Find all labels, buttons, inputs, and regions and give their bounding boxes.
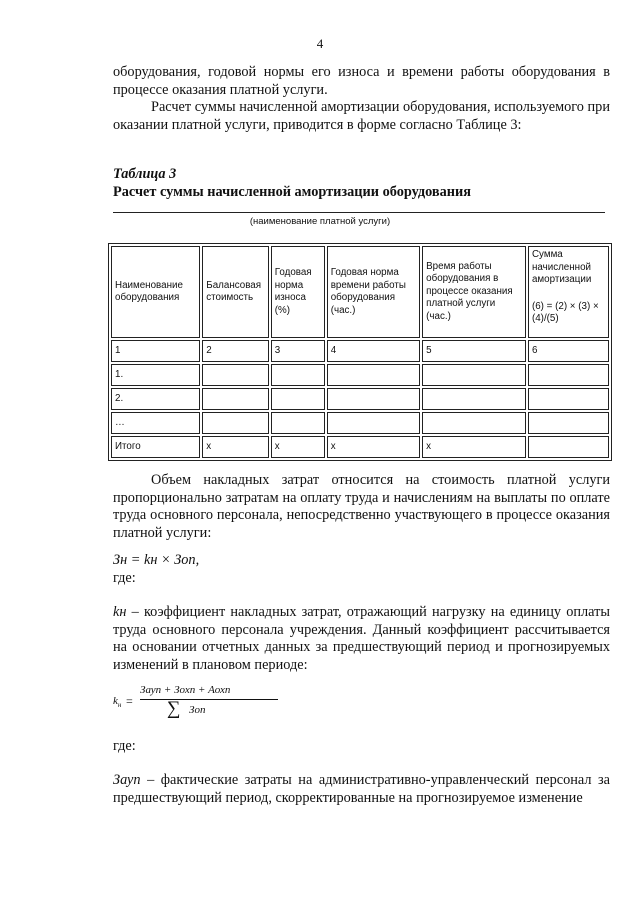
table-cell: … — [111, 412, 200, 434]
kn-formula-lhs-symbol: k — [113, 695, 118, 707]
table-cell — [202, 412, 268, 434]
table-row — [111, 340, 609, 362]
header-cell-wear-rate: Годовая норма износа (%) — [271, 246, 325, 338]
table-cell — [202, 364, 268, 386]
kn-formula-equals: = — [126, 694, 133, 708]
table-cell — [271, 388, 325, 410]
table-row — [111, 412, 609, 434]
table-cell: x — [202, 436, 268, 458]
zaup-definition-text: – фактические затраты на административно-управленческий персонал за предшествующий период, скорректированные на прогнозируемое изменение — [113, 772, 610, 806]
table-label: Таблица 3 — [113, 166, 177, 182]
page-number: 4 — [316, 36, 324, 51]
where-label-2: где: — [113, 738, 136, 754]
table-cell — [528, 388, 609, 410]
intro-paragraph-2: Расчет суммы начисленной амортизации оборудования, используемого при оказании платной услуги, приводится в форме согласно Таблице 3: — [113, 99, 610, 133]
overhead-paragraph: Объем накладных затрат относится на стоимость платной услуги пропорционально затратам на оплату труда и начислениям на выплаты по оплате труда основного персонала, непосредственно участвующего в процессе оказания платной услуги: — [113, 472, 610, 541]
amortization-table — [108, 243, 612, 461]
table-cell: x — [327, 436, 420, 458]
table-row — [111, 364, 609, 386]
kn-definition — [113, 604, 610, 674]
table-cell: x — [271, 436, 325, 458]
zaup-definition — [113, 772, 610, 807]
table-row — [111, 388, 609, 410]
kn-formula-lhs — [113, 695, 121, 709]
table-cell: 1 — [111, 340, 200, 362]
kn-formula — [113, 682, 313, 728]
table-cell — [528, 412, 609, 434]
table-cell — [327, 388, 420, 410]
kn-formula-lhs-subscript: н — [117, 701, 122, 710]
service-name-caption: (наименование платной услуги) — [249, 216, 391, 227]
kn-formula-numerator: Зауп + Зохп + Аохп — [140, 684, 231, 696]
header-cell-service-hours: Время работы оборудования в процессе оказания платной услуги (час.) — [422, 246, 526, 338]
table-header-row — [111, 246, 609, 338]
table-cell — [202, 388, 268, 410]
header-cell-name: Наименование оборудования — [111, 246, 200, 338]
table-cell — [327, 412, 420, 434]
table-cell: 5 — [422, 340, 526, 362]
table-cell — [271, 364, 325, 386]
table-cell — [271, 412, 325, 434]
table-title: Расчет суммы начисленной амортизации оборудования — [113, 184, 471, 200]
table-cell — [528, 364, 609, 386]
intro-paragraph-1: оборудования, годовой нормы его износа и времени работы оборудования в процессе оказания платной услуги. — [113, 64, 610, 98]
kn-formula-denominator: Зоп — [189, 704, 206, 716]
table-cell: Итого — [111, 436, 200, 458]
table-cell — [327, 364, 420, 386]
header-cell-balance: Балансовая стоимость — [202, 246, 268, 338]
table-cell: x — [422, 436, 526, 458]
kn-definition-text: – коэффициент накладных затрат, отражающий нагрузку на единицу оплаты труда основного персонала учреждения. Данный коэффициент рассчитывается на основании отчетных данных за предшествующий период и прогнозируемых изменений в плановом периоде: — [113, 604, 610, 673]
overhead-formula: Зн = kн × Зоп, — [113, 552, 200, 568]
header-cell-amortization — [528, 246, 609, 338]
table-cell: 6 — [528, 340, 609, 362]
table-cell: 3 — [271, 340, 325, 362]
zaup-term: Зауп — [113, 772, 141, 788]
sum-sign: ∑ — [167, 698, 181, 719]
header-amortization-formula: (6) = (2) × (3) × (4)/(5) — [531, 300, 599, 324]
where-label-1: где: — [113, 570, 136, 586]
table-cell — [422, 364, 526, 386]
table-total-row — [111, 436, 609, 458]
table-cell: 2. — [111, 388, 200, 410]
header-cell-annual-hours: Годовая норма времени работы оборудования (час.) — [327, 246, 420, 338]
table-cell: 4 — [327, 340, 420, 362]
table-cell — [422, 412, 526, 434]
table-cell — [422, 388, 526, 410]
service-name-line — [113, 212, 605, 213]
header-amortization-label: Сумма начисленной амортизации — [531, 249, 592, 285]
table-cell: 2 — [202, 340, 268, 362]
table-cell — [528, 436, 609, 458]
kn-term: kн — [113, 604, 127, 620]
table-cell: 1. — [111, 364, 200, 386]
fraction-bar — [140, 699, 278, 700]
